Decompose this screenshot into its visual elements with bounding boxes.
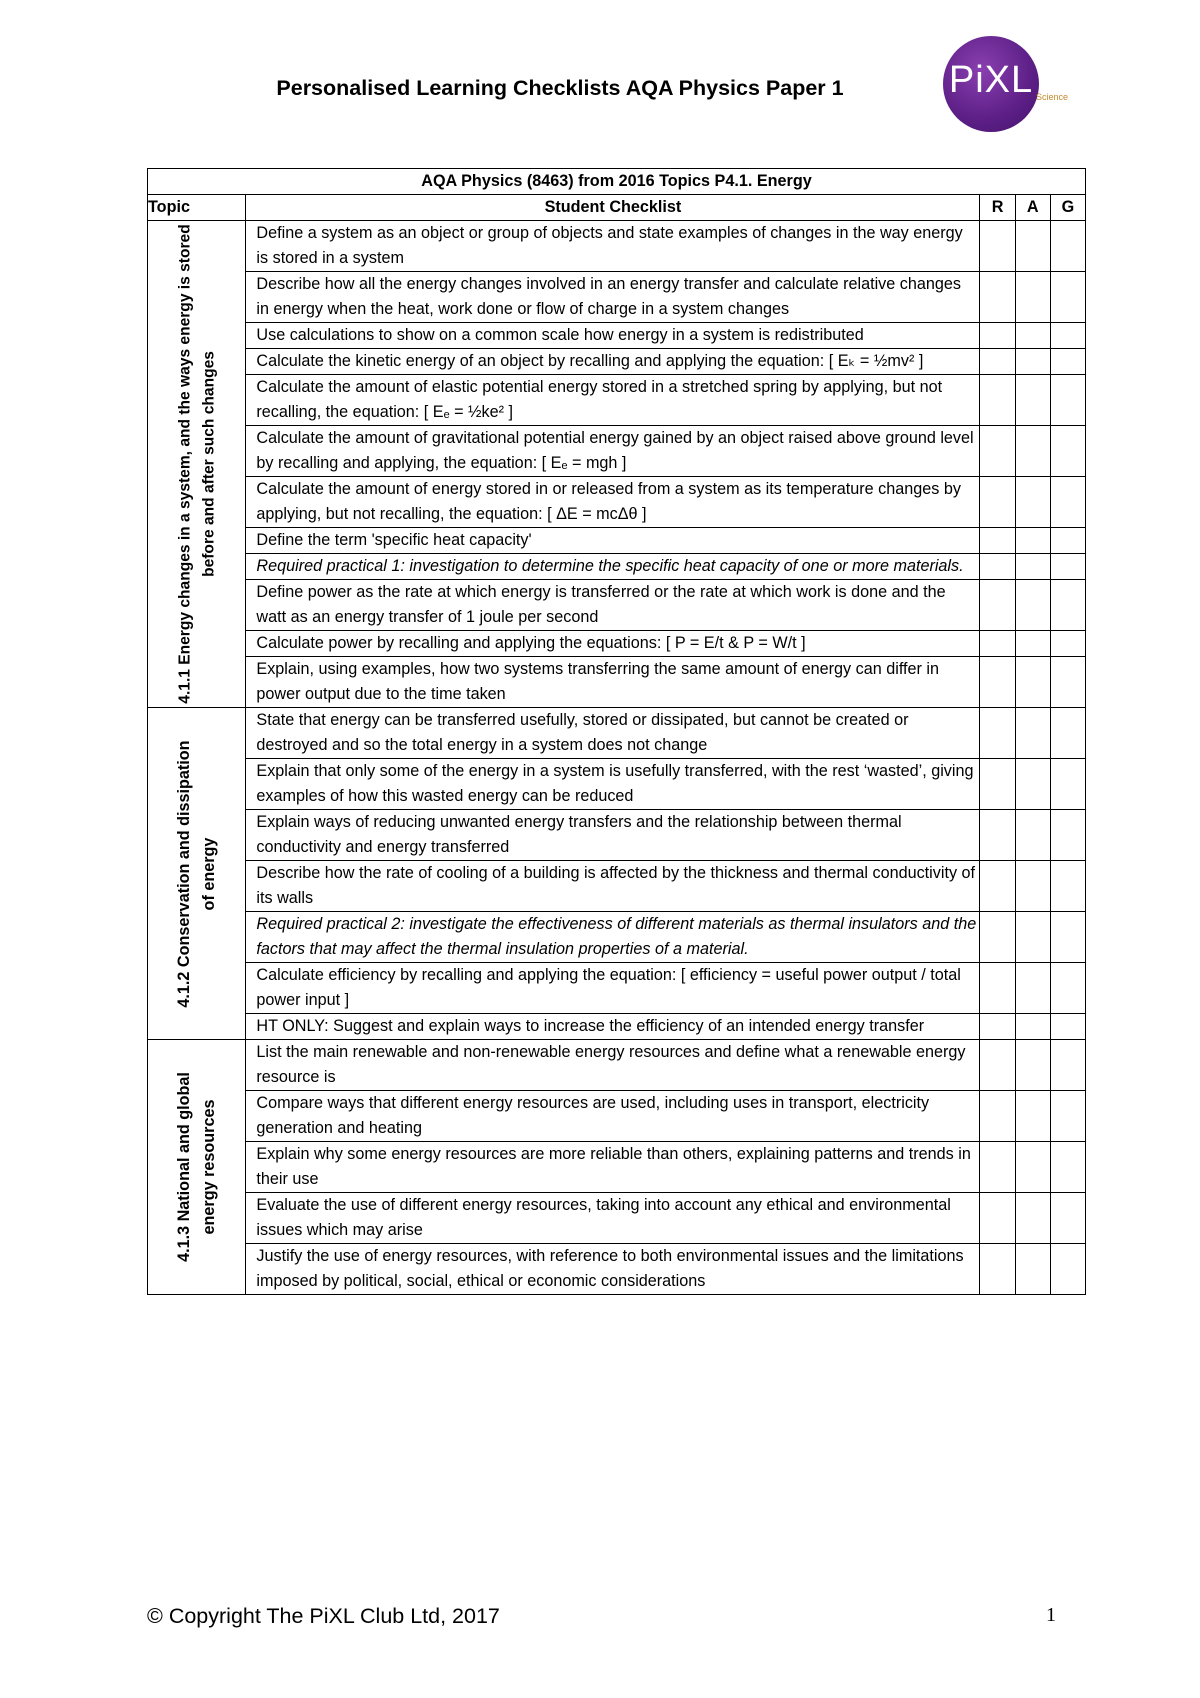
table-row — [148, 657, 1086, 708]
rag-cell-a[interactable] — [1015, 759, 1050, 810]
rag-cell-g[interactable] — [1050, 375, 1085, 426]
rag-cell-r[interactable] — [980, 759, 1015, 810]
rag-cell-a[interactable] — [1015, 708, 1050, 759]
table-row — [148, 528, 1086, 554]
rag-cell-r[interactable] — [980, 1193, 1015, 1244]
checklist-item: Explain, using examples, how two systems transferring the same amount of energy can differ in power output due to the time taken — [246, 657, 980, 708]
topic-label-line2: energy resources — [199, 1099, 218, 1235]
rag-cell-r[interactable] — [980, 963, 1015, 1014]
rag-cell-a[interactable] — [1015, 375, 1050, 426]
rag-cell-g[interactable] — [1050, 1014, 1085, 1040]
table-row — [148, 708, 1086, 759]
checklist-item: Define power as the rate at which energy is transferred or the rate at which work is done and the watt as an energy transfer of 1 joule per second — [246, 580, 980, 631]
checklist-item: Calculate the amount of energy stored in or released from a system as its temperature changes by applying, but not recalling, the equation: [ ΔE = mcΔθ ] — [246, 477, 980, 528]
rag-cell-r[interactable] — [980, 1014, 1015, 1040]
rag-cell-r[interactable] — [980, 580, 1015, 631]
rag-cell-a[interactable] — [1015, 861, 1050, 912]
rag-cell-a[interactable] — [1015, 349, 1050, 375]
rag-cell-a[interactable] — [1015, 1142, 1050, 1193]
rag-cell-r[interactable] — [980, 349, 1015, 375]
checklist-item: List the main renewable and non-renewable energy resources and define what a renewable energy resource is — [246, 1040, 980, 1091]
topic-label-line2: of energy — [199, 837, 218, 910]
checklist-item: Compare ways that different energy resources are used, including uses in transport, electricity generation and heating — [246, 1091, 980, 1142]
table-row — [148, 323, 1086, 349]
rag-cell-g[interactable] — [1050, 631, 1085, 657]
rag-cell-a[interactable] — [1015, 426, 1050, 477]
rag-cell-g[interactable] — [1050, 1244, 1085, 1295]
table-row — [148, 1014, 1086, 1040]
topic-label — [172, 740, 222, 1007]
table-row — [148, 426, 1086, 477]
column-header-checklist: Student Checklist — [246, 195, 980, 221]
topic-label-line1: 4.1.1 Energy changes in a system, and the ways energy is stored — [175, 224, 193, 704]
rag-cell-g[interactable] — [1050, 759, 1085, 810]
rag-cell-a[interactable] — [1015, 580, 1050, 631]
rag-cell-r[interactable] — [980, 810, 1015, 861]
rag-cell-a[interactable] — [1015, 221, 1050, 272]
logo-subtext: Science — [1036, 92, 1069, 102]
checklist-item: Describe how all the energy changes involved in an energy transfer and calculate relative changes in energy when the heat, work done or flow of charge in a system changes — [246, 272, 980, 323]
table-row — [148, 912, 1086, 963]
rag-cell-r[interactable] — [980, 1142, 1015, 1193]
table-row — [148, 861, 1086, 912]
checklist-item: Required practical 2: investigate the effectiveness of different materials as thermal insulators and the factors that may affect the thermal insulation properties of a material. — [246, 912, 980, 963]
rag-cell-g[interactable] — [1050, 426, 1085, 477]
table-row — [148, 963, 1086, 1014]
column-header-topic: Topic — [148, 195, 246, 221]
checklist-item: Calculate power by recalling and applying the equations: [ P = E/t & P = W/t ] — [246, 631, 980, 657]
rag-cell-a[interactable] — [1015, 528, 1050, 554]
checklist-item: Required practical 1: investigation to determine the specific heat capacity of one or more materials. — [246, 554, 980, 580]
table-row — [148, 1244, 1086, 1295]
topic-label-line1: 4.1.3 National and global — [174, 1072, 193, 1262]
rag-cell-g[interactable] — [1050, 349, 1085, 375]
rag-cell-r[interactable] — [980, 323, 1015, 349]
rag-cell-a[interactable] — [1015, 1014, 1050, 1040]
checklist-item: Describe how the rate of cooling of a building is affected by the thickness and thermal conductivity of its walls — [246, 861, 980, 912]
rag-cell-g[interactable] — [1050, 554, 1085, 580]
topic-cell — [148, 221, 246, 708]
checklist-item: Calculate efficiency by recalling and applying the equation: [ efficiency = useful power output / total power input ] — [246, 963, 980, 1014]
rag-cell-g[interactable] — [1050, 528, 1085, 554]
rag-cell-g[interactable] — [1050, 657, 1085, 708]
table-row — [148, 272, 1086, 323]
table-row — [148, 349, 1086, 375]
checklist-item: State that energy can be transferred usefully, stored or dissipated, but cannot be created or destroyed and so the total energy in a system does not change — [246, 708, 980, 759]
rag-cell-g[interactable] — [1050, 1142, 1085, 1193]
logo-text: PiXL — [948, 59, 1034, 101]
rag-cell-r[interactable] — [980, 221, 1015, 272]
rag-cell-g[interactable] — [1050, 912, 1085, 963]
checklist-item: Define a system as an object or group of objects and state examples of changes in the way energy is stored in a system — [246, 221, 980, 272]
rag-cell-g[interactable] — [1050, 580, 1085, 631]
checklist-item: Justify the use of energy resources, with reference to both environmental issues and the limitations imposed by political, social, ethical or economic considerations — [246, 1244, 980, 1295]
rag-cell-g[interactable] — [1050, 1193, 1085, 1244]
topic-label-line2: before and after such changes — [199, 351, 217, 577]
rag-cell-r[interactable] — [980, 426, 1015, 477]
table-row — [148, 580, 1086, 631]
rag-cell-r[interactable] — [980, 631, 1015, 657]
rag-cell-g[interactable] — [1050, 708, 1085, 759]
rag-cell-g[interactable] — [1050, 323, 1085, 349]
table-row — [148, 1193, 1086, 1244]
table-row — [148, 375, 1086, 426]
rag-cell-a[interactable] — [1015, 631, 1050, 657]
rag-cell-a[interactable] — [1015, 323, 1050, 349]
topic-label — [172, 1072, 222, 1262]
topic-label-line1: 4.1.2 Conservation and dissipation — [174, 739, 193, 1008]
rag-cell-g[interactable] — [1050, 1040, 1085, 1091]
rag-cell-g[interactable] — [1050, 1091, 1085, 1142]
table-row — [148, 477, 1086, 528]
table-row — [148, 221, 1086, 272]
rag-cell-a[interactable] — [1015, 477, 1050, 528]
rag-cell-a[interactable] — [1015, 1040, 1050, 1091]
checklist-item: Explain why some energy resources are more reliable than others, explaining patterns and trends in their use — [246, 1142, 980, 1193]
table-row — [148, 1142, 1086, 1193]
rag-cell-a[interactable] — [1015, 554, 1050, 580]
checklist-item: Calculate the kinetic energy of an object by recalling and applying the equation: [ Eₖ = ½mv² ] — [246, 349, 980, 375]
rag-cell-a[interactable] — [1015, 963, 1050, 1014]
checklist-item: Explain that only some of the energy in a system is usefully transferred, with the rest ‘wasted’, giving examples of how this wasted energy can be reduced — [246, 759, 980, 810]
rag-cell-r[interactable] — [980, 1091, 1015, 1142]
rag-cell-r[interactable] — [980, 912, 1015, 963]
rag-cell-r[interactable] — [980, 1244, 1015, 1295]
table-row — [148, 1091, 1086, 1142]
column-header-a: A — [1015, 195, 1050, 221]
checklist-item: Evaluate the use of different energy resources, taking into account any ethical and environmental issues which may arise — [246, 1193, 980, 1244]
footer-copyright: © Copyright The PiXL Club Ltd, 2017 — [147, 1604, 500, 1628]
rag-cell-a[interactable] — [1015, 657, 1050, 708]
rag-cell-a[interactable] — [1015, 1193, 1050, 1244]
table-row — [148, 554, 1086, 580]
rag-cell-r[interactable] — [980, 554, 1015, 580]
rag-cell-g[interactable] — [1050, 477, 1085, 528]
rag-cell-g[interactable] — [1050, 272, 1085, 323]
checklist-item: Define the term 'specific heat capacity' — [246, 528, 980, 554]
topic-cell — [148, 1040, 246, 1295]
rag-cell-g[interactable] — [1050, 810, 1085, 861]
rag-cell-r[interactable] — [980, 528, 1015, 554]
rag-cell-r[interactable] — [980, 477, 1015, 528]
table-row — [148, 1040, 1086, 1091]
page-number: 1 — [1046, 1604, 1056, 1626]
rag-cell-r[interactable] — [980, 272, 1015, 323]
rag-cell-r[interactable] — [980, 861, 1015, 912]
checklist-item: Use calculations to show on a common scale how energy in a system is redistributed — [246, 323, 980, 349]
rag-cell-r[interactable] — [980, 708, 1015, 759]
table-row — [148, 631, 1086, 657]
rag-cell-a[interactable] — [1015, 1091, 1050, 1142]
page-title: Personalised Learning Checklists AQA Physics Paper 1 — [276, 76, 844, 100]
column-header-r: R — [980, 195, 1015, 221]
rag-cell-a[interactable] — [1015, 912, 1050, 963]
rag-cell-g[interactable] — [1050, 221, 1085, 272]
pixl-logo — [943, 36, 1039, 132]
rag-cell-r[interactable] — [980, 657, 1015, 708]
rag-cell-g[interactable] — [1050, 861, 1085, 912]
rag-cell-r[interactable] — [980, 375, 1015, 426]
table-row — [148, 759, 1086, 810]
rag-cell-a[interactable] — [1015, 272, 1050, 323]
column-header-g: G — [1050, 195, 1085, 221]
table-title: AQA Physics (8463) from 2016 Topics P4.1. Energy — [148, 169, 1086, 195]
rag-cell-r[interactable] — [980, 1040, 1015, 1091]
topic-label — [173, 224, 221, 703]
rag-cell-a[interactable] — [1015, 810, 1050, 861]
checklist-item: Calculate the amount of elastic potential energy stored in a stretched spring by applying, but not recalling, the equation: [ Eₑ = ½ke² ] — [246, 375, 980, 426]
checklist-item: Explain ways of reducing unwanted energy transfers and the relationship between thermal conductivity and energy transferred — [246, 810, 980, 861]
topic-cell — [148, 708, 246, 1040]
checklist-table — [147, 168, 1086, 1295]
checklist-item: HT ONLY: Suggest and explain ways to increase the efficiency of an intended energy transfer — [246, 1014, 980, 1040]
rag-cell-g[interactable] — [1050, 963, 1085, 1014]
table-row — [148, 810, 1086, 861]
rag-cell-a[interactable] — [1015, 1244, 1050, 1295]
checklist-item: Calculate the amount of gravitational potential energy gained by an object raised above ground level by recalling and applying, the equation: [ Eₑ = mgh ] — [246, 426, 980, 477]
